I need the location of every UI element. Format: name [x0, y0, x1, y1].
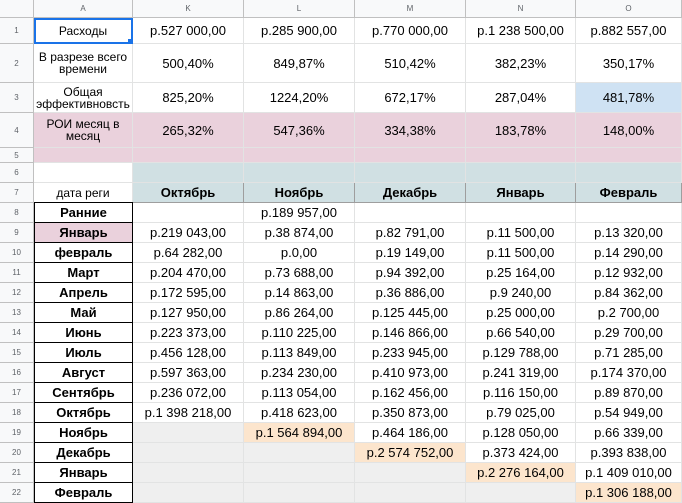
row-header-4[interactable]: 4 [0, 113, 34, 148]
data-cell[interactable] [576, 163, 682, 183]
data-cell[interactable]: р.113 054,00 [244, 383, 355, 403]
data-cell[interactable]: р.110 225,00 [244, 323, 355, 343]
data-cell[interactable]: р.204 470,00 [133, 263, 244, 283]
data-cell[interactable]: р.38 874,00 [244, 223, 355, 243]
row-label-cell[interactable] [34, 163, 133, 183]
data-cell[interactable]: р.129 788,00 [466, 343, 576, 363]
data-cell[interactable]: р.13 320,00 [576, 223, 682, 243]
data-cell[interactable]: 510,42% [355, 44, 466, 83]
row-header-8[interactable]: 8 [0, 203, 34, 223]
data-cell[interactable]: р.25 164,00 [466, 263, 576, 283]
row-label-cell[interactable]: В разрезе всего времени [34, 44, 133, 83]
row-header-17[interactable]: 17 [0, 383, 34, 403]
data-cell[interactable]: р.86 264,00 [244, 303, 355, 323]
data-cell[interactable] [576, 148, 682, 163]
row-label-cell[interactable] [34, 148, 133, 163]
data-cell[interactable]: р.64 282,00 [133, 243, 244, 263]
data-cell[interactable]: р.128 050,00 [466, 423, 576, 443]
data-cell[interactable]: 287,04% [466, 83, 576, 113]
data-cell[interactable]: 382,23% [466, 44, 576, 83]
data-cell[interactable]: р.597 363,00 [133, 363, 244, 383]
row-header-22[interactable]: 22 [0, 483, 34, 503]
row-header-10[interactable]: 10 [0, 243, 34, 263]
month-header-cell[interactable]: Октябрь [133, 183, 244, 203]
data-cell[interactable]: р.1 238 500,00 [466, 18, 576, 44]
data-cell[interactable] [133, 423, 244, 443]
row-label-cell[interactable]: Общая эффективновсть [34, 83, 133, 113]
data-cell[interactable] [133, 163, 244, 183]
data-cell[interactable]: р.73 688,00 [244, 263, 355, 283]
row-header-1[interactable]: 1 [0, 18, 34, 44]
data-cell[interactable]: р.174 370,00 [576, 363, 682, 383]
data-cell[interactable] [244, 483, 355, 503]
data-cell[interactable]: р.9 240,00 [466, 283, 576, 303]
data-cell[interactable]: р.66 339,00 [576, 423, 682, 443]
data-cell[interactable]: р.36 886,00 [355, 283, 466, 303]
data-cell[interactable]: 148,00% [576, 113, 682, 148]
data-cell[interactable]: р.285 900,00 [244, 18, 355, 44]
data-cell[interactable]: р.116 150,00 [466, 383, 576, 403]
row-header-14[interactable]: 14 [0, 323, 34, 343]
row-label-cell[interactable]: Ноябрь [34, 422, 133, 443]
data-cell[interactable] [133, 203, 244, 223]
data-cell[interactable]: р.1 398 218,00 [133, 403, 244, 423]
data-cell[interactable]: р.127 950,00 [133, 303, 244, 323]
month-header-cell[interactable]: Февраль [576, 183, 682, 203]
data-cell[interactable]: 334,38% [355, 113, 466, 148]
data-cell[interactable]: р.418 623,00 [244, 403, 355, 423]
row-header-20[interactable]: 20 [0, 443, 34, 463]
column-header-m[interactable]: M [355, 0, 466, 18]
data-cell[interactable]: р.241 319,00 [466, 363, 576, 383]
column-header-o[interactable]: O [576, 0, 682, 18]
data-cell[interactable]: р.456 128,00 [133, 343, 244, 363]
column-header-n[interactable]: N [466, 0, 576, 18]
row-label-cell[interactable]: Май [34, 302, 133, 323]
data-cell[interactable]: р.233 945,00 [355, 343, 466, 363]
data-cell[interactable]: р.393 838,00 [576, 443, 682, 463]
data-cell[interactable]: р.219 043,00 [133, 223, 244, 243]
data-cell[interactable] [133, 443, 244, 463]
data-cell[interactable]: 825,20% [133, 83, 244, 113]
row-label-cell[interactable]: Ранние [34, 202, 133, 223]
data-cell[interactable] [355, 483, 466, 503]
data-cell[interactable] [244, 463, 355, 483]
row-header-11[interactable]: 11 [0, 263, 34, 283]
month-header-cell[interactable]: Ноябрь [244, 183, 355, 203]
data-cell[interactable] [133, 148, 244, 163]
row-label-cell[interactable]: Март [34, 262, 133, 283]
data-cell[interactable]: р.84 362,00 [576, 283, 682, 303]
data-cell[interactable]: р.223 373,00 [133, 323, 244, 343]
data-cell[interactable]: р.11 500,00 [466, 223, 576, 243]
data-cell[interactable]: р.94 392,00 [355, 263, 466, 283]
row-label-cell[interactable]: Январь [34, 222, 133, 243]
row-header-6[interactable]: 6 [0, 163, 34, 183]
data-cell[interactable] [355, 203, 466, 223]
data-cell[interactable] [244, 163, 355, 183]
data-cell[interactable] [133, 463, 244, 483]
row-label-cell[interactable]: Расходы [34, 18, 133, 44]
data-cell[interactable]: 265,32% [133, 113, 244, 148]
row-header-18[interactable]: 18 [0, 403, 34, 423]
row-label-cell[interactable]: Апрель [34, 282, 133, 303]
row-header-2[interactable]: 2 [0, 44, 34, 83]
data-cell[interactable]: р.79 025,00 [466, 403, 576, 423]
column-header-k[interactable]: K [133, 0, 244, 18]
row-header-3[interactable]: 3 [0, 83, 34, 113]
data-cell[interactable]: р.19 149,00 [355, 243, 466, 263]
data-cell[interactable]: р.464 186,00 [355, 423, 466, 443]
data-cell[interactable]: р.2 700,00 [576, 303, 682, 323]
data-cell[interactable] [466, 203, 576, 223]
data-cell[interactable] [355, 163, 466, 183]
row-label-cell[interactable]: Январь [34, 462, 133, 483]
data-cell[interactable]: р.113 849,00 [244, 343, 355, 363]
data-cell[interactable]: р.89 870,00 [576, 383, 682, 403]
data-cell[interactable]: 183,78% [466, 113, 576, 148]
month-header-cell[interactable]: Декабрь [355, 183, 466, 203]
data-cell[interactable] [244, 148, 355, 163]
data-cell[interactable]: р.0,00 [244, 243, 355, 263]
row-header-15[interactable]: 15 [0, 343, 34, 363]
data-cell[interactable]: р.162 456,00 [355, 383, 466, 403]
row-header-21[interactable]: 21 [0, 463, 34, 483]
data-cell[interactable]: 481,78% [576, 83, 682, 113]
data-cell[interactable]: р.1 306 188,00 [576, 483, 682, 503]
data-cell[interactable]: р.172 595,00 [133, 283, 244, 303]
row-label-cell[interactable]: Октябрь [34, 402, 133, 423]
data-cell[interactable]: р.410 973,00 [355, 363, 466, 383]
row-label-cell[interactable]: Сентябрь [34, 382, 133, 403]
month-header-cell[interactable]: Январь [466, 183, 576, 203]
column-header-a[interactable]: A [34, 0, 133, 18]
row-label-cell[interactable]: февраль [34, 242, 133, 263]
row-header-12[interactable]: 12 [0, 283, 34, 303]
data-cell[interactable]: р.234 230,00 [244, 363, 355, 383]
row-header-7[interactable]: 7 [0, 183, 34, 203]
data-cell[interactable]: 672,17% [355, 83, 466, 113]
data-cell[interactable]: р.54 949,00 [576, 403, 682, 423]
data-cell[interactable]: р.25 000,00 [466, 303, 576, 323]
data-cell[interactable]: 547,36% [244, 113, 355, 148]
data-cell[interactable]: р.189 957,00 [244, 203, 355, 223]
data-cell[interactable]: р.350 873,00 [355, 403, 466, 423]
row-header-16[interactable]: 16 [0, 363, 34, 383]
data-cell[interactable] [244, 443, 355, 463]
row-header-9[interactable]: 9 [0, 223, 34, 243]
data-cell[interactable] [355, 148, 466, 163]
data-cell[interactable]: р.11 500,00 [466, 243, 576, 263]
data-cell[interactable] [466, 148, 576, 163]
data-cell[interactable]: р.2 276 164,00 [466, 463, 576, 483]
row-label-cell[interactable]: Июль [34, 342, 133, 363]
row-label-cell[interactable]: дата реги [34, 183, 133, 203]
data-cell[interactable] [133, 483, 244, 503]
data-cell[interactable]: р.2 574 752,00 [355, 443, 466, 463]
data-cell[interactable] [466, 163, 576, 183]
data-cell[interactable]: 849,87% [244, 44, 355, 83]
row-header-13[interactable]: 13 [0, 303, 34, 323]
data-cell[interactable]: р.146 866,00 [355, 323, 466, 343]
row-label-cell[interactable]: РОИ месяц в месяц [34, 113, 133, 148]
data-cell[interactable] [466, 483, 576, 503]
data-cell[interactable]: р.12 932,00 [576, 263, 682, 283]
row-label-cell[interactable]: Август [34, 362, 133, 383]
data-cell[interactable]: 1224,20% [244, 83, 355, 113]
data-cell[interactable]: 500,40% [133, 44, 244, 83]
data-cell[interactable]: р.882 557,00 [576, 18, 682, 44]
data-cell[interactable]: р.236 072,00 [133, 383, 244, 403]
data-cell[interactable]: р.29 700,00 [576, 323, 682, 343]
data-cell[interactable] [355, 463, 466, 483]
data-cell[interactable]: р.66 540,00 [466, 323, 576, 343]
data-cell[interactable]: р.82 791,00 [355, 223, 466, 243]
data-cell[interactable]: р.527 000,00 [133, 18, 244, 44]
data-cell[interactable]: р.373 424,00 [466, 443, 576, 463]
data-cell[interactable]: р.14 863,00 [244, 283, 355, 303]
data-cell[interactable]: р.125 445,00 [355, 303, 466, 323]
row-header-19[interactable]: 19 [0, 423, 34, 443]
row-label-cell[interactable]: Декабрь [34, 442, 133, 463]
data-cell[interactable]: р.770 000,00 [355, 18, 466, 44]
data-cell[interactable]: р.14 290,00 [576, 243, 682, 263]
row-label-cell[interactable]: Февраль [34, 482, 133, 503]
row-header-5[interactable]: 5 [0, 148, 34, 163]
row-label-cell[interactable]: Июнь [34, 322, 133, 343]
select-all-corner[interactable] [0, 0, 34, 18]
data-cell[interactable]: р.1 409 010,00 [576, 463, 682, 483]
column-header-l[interactable]: L [244, 0, 355, 18]
data-cell[interactable]: р.1 564 894,00 [244, 423, 355, 443]
data-cell[interactable]: р.71 285,00 [576, 343, 682, 363]
data-cell[interactable]: 350,17% [576, 44, 682, 83]
data-cell[interactable] [576, 203, 682, 223]
